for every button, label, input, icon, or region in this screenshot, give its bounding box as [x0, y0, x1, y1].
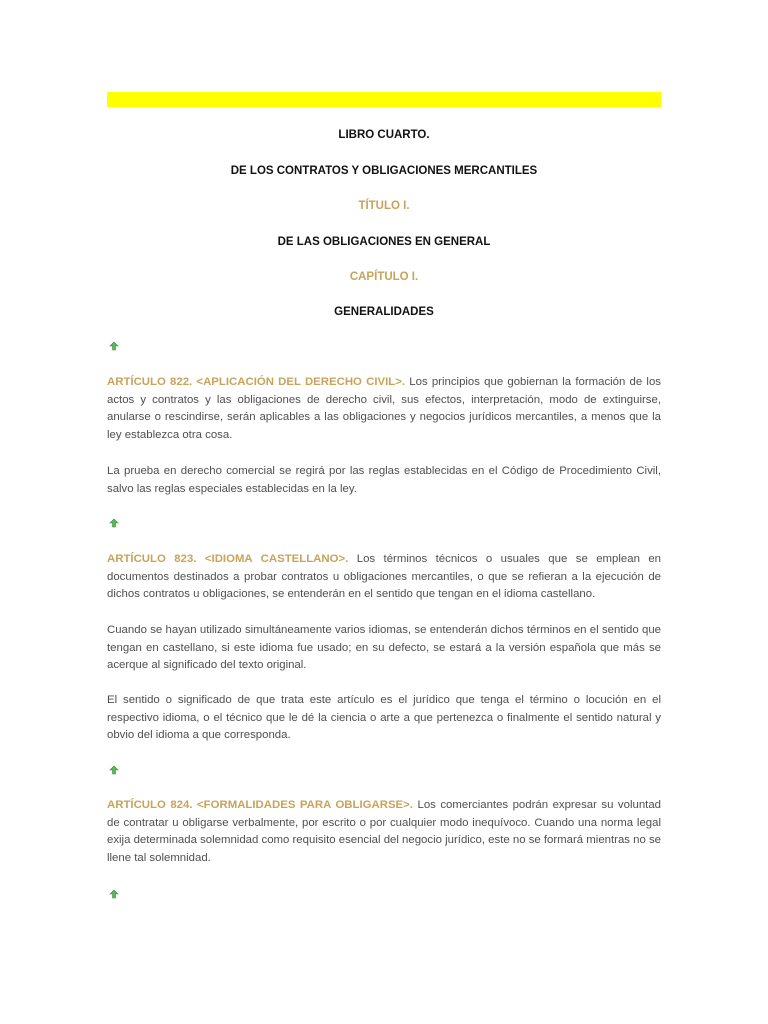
- article-823-text: Los términos técnicos o usuales que se emplean en documentos destinados a probar contratos u obligaciones mercantiles, o que se refieran a la ejecución de dichos contratos u obligaciones, se entenderán en el sentido que tengan en el idioma castellano.: [107, 553, 661, 601]
- highlight-bar: [107, 92, 661, 107]
- up-arrow-icon[interactable]: [109, 889, 119, 899]
- article-822-text: Los principios que gobiernan la formación de los actos y contratos y las obligaciones de derecho civil, sus efectos, interpretación, modo de extinguirse, anularse o rescindirse, serán aplicables a las obligaciones y negocios jurídicos mercantiles, a menos que la ley establezca otra cosa.: [107, 376, 661, 441]
- article-823-paragraph-1: Cuando se hayan utilizado simultáneamente varios idiomas, se entenderán dichos términos en el sentido que tengan en castellano, si este idioma fue usado; en su defecto, se estará a la versión española que más se acerque al significado del texto original.: [107, 624, 661, 672]
- up-arrow-icon[interactable]: [109, 518, 119, 528]
- libro-title: DE LOS CONTRATOS Y OBLIGACIONES MERCANTILES: [230, 165, 538, 177]
- article-823: [107, 551, 661, 604]
- up-arrow-icon[interactable]: [109, 341, 119, 351]
- capitulo-title: GENERALIDADES: [334, 306, 434, 318]
- titulo-title: DE LAS OBLIGACIONES EN GENERAL: [277, 236, 491, 248]
- article-824: [107, 797, 661, 867]
- article-822: [107, 374, 661, 444]
- article-824-heading[interactable]: ARTÍCULO 824. <FORMALIDADES PARA OBLIGARSE>.: [107, 799, 413, 811]
- up-arrow-icon[interactable]: [109, 765, 119, 775]
- article-822-heading[interactable]: ARTÍCULO 822. <APLICACIÓN DEL DERECHO CIVIL>.: [107, 376, 406, 388]
- article-822-paragraph: La prueba en derecho comercial se regirá por las reglas establecidas en el Código de Procedimiento Civil, salvo las reglas especiales establecidas en la ley.: [107, 465, 661, 495]
- article-823-heading[interactable]: ARTÍCULO 823. <IDIOMA CASTELLANO>.: [107, 553, 349, 565]
- titulo-heading: TÍTULO I.: [358, 200, 410, 212]
- article-824-text: Los comerciantes podrán expresar su voluntad de contratar u obligarse verbalmente, por escrito o por cualquier modo inequívoco. Cuando una norma legal exija determinada solemnidad como requisito esencial del negocio jurídico, este no se formará mientras no se llene tal solemnidad.: [107, 799, 662, 864]
- capitulo-heading: CAPÍTULO I.: [349, 271, 419, 283]
- libro-heading: LIBRO CUARTO.: [338, 129, 430, 141]
- article-823-paragraph-2: El sentido o significado de que trata este artículo es el jurídico que tenga el término o locución en el respectivo idioma, o el técnico que le dé la ciencia o arte a que pertenezca o finalmente el sentido natural y obvio del idioma a que corresponda.: [107, 694, 661, 742]
